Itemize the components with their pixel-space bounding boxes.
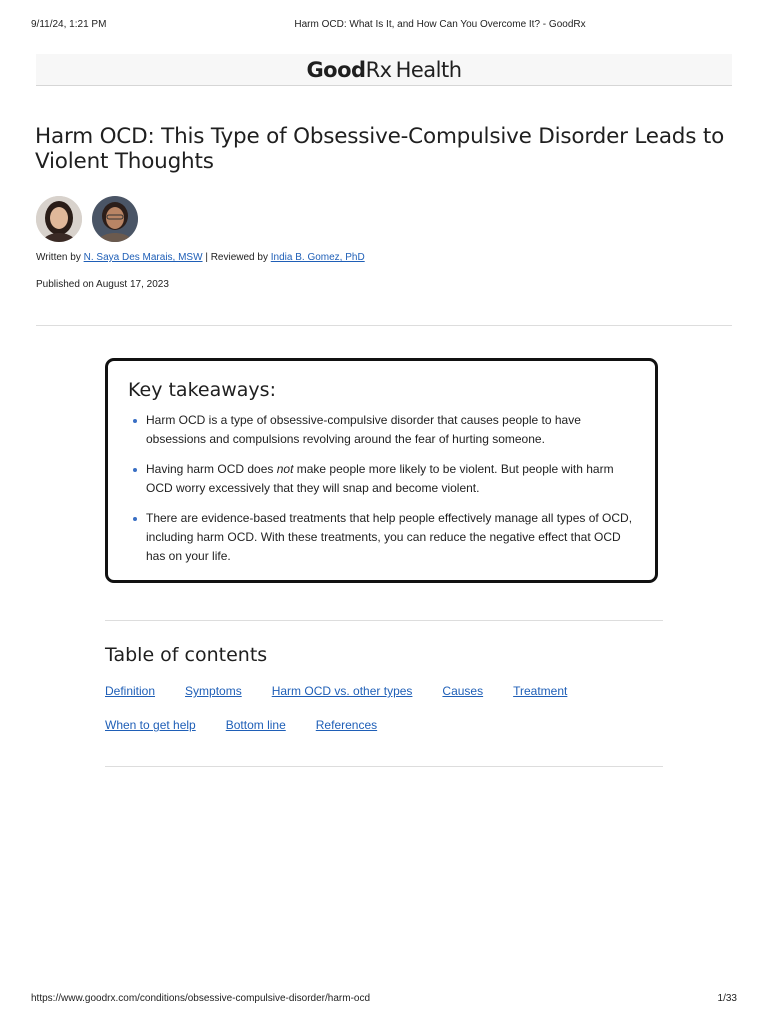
author-photo-icon	[36, 196, 82, 242]
goodrx-health-logo[interactable]	[306, 58, 461, 82]
takeaway-text: make people more likely to be violent. But people with harm OCD worry excessively that they will snap and become violent.	[146, 462, 614, 495]
key-takeaways-box	[105, 358, 658, 583]
logo-good: Good	[306, 57, 366, 82]
takeaway-emphasis: not	[276, 462, 294, 476]
toc-link-when-to-get-help[interactable]: When to get help	[105, 718, 196, 732]
takeaway-text: There are evidence-based treatments that help people effectively manage all types of OCD, including harm OCD. With these treatments, you can reduce the negative effect that OCD has on your life.	[146, 511, 633, 563]
article-title: Harm OCD: This Type of Obsessive-Compulsive Disorder Leads to Violent Thoughts	[35, 124, 725, 174]
byline	[36, 252, 365, 263]
print-header	[0, 19, 768, 33]
table-of-contents	[105, 684, 665, 752]
logo-health: Health	[395, 57, 462, 82]
print-url: https://www.goodrx.com/conditions/obsessive-compulsive-disorder/harm-ocd	[31, 993, 371, 1004]
toc-top-divider	[105, 620, 663, 621]
toc-heading: Table of contents	[105, 644, 268, 666]
takeaway-text: Harm OCD is a type of obsessive-compulsive disorder that causes people to have obsessions and compulsions revolving around the fear of hurting someone.	[146, 413, 581, 446]
reviewed-by-label: | Reviewed by	[205, 252, 268, 263]
list-item	[128, 411, 640, 449]
brand-bar	[36, 54, 732, 86]
bullet-icon	[133, 468, 137, 472]
toc-link-other-types[interactable]: Harm OCD vs. other types	[271, 684, 413, 698]
toc-link-treatment[interactable]: Treatment	[513, 684, 568, 698]
key-takeaways-heading: Key takeaways:	[128, 379, 276, 401]
bullet-icon	[133, 517, 137, 521]
author-link[interactable]: N. Saya Des Marais, MSW	[83, 252, 203, 263]
published-date: Published on August 17, 2023	[36, 279, 169, 290]
toc-link-references[interactable]: References	[315, 718, 378, 732]
print-date: 9/11/24, 1:21 PM	[31, 19, 107, 30]
reviewer-link[interactable]: India B. Gomez, PhD	[270, 252, 365, 263]
list-item	[128, 460, 640, 498]
reviewer-photo-icon	[92, 196, 138, 242]
list-item	[128, 509, 640, 566]
bullet-icon	[133, 419, 137, 423]
written-by-label: Written by	[36, 252, 81, 263]
toc-link-symptoms[interactable]: Symptoms	[185, 684, 242, 698]
toc-row	[105, 718, 665, 752]
toc-link-bottom-line[interactable]: Bottom line	[225, 718, 286, 732]
author-avatar[interactable]	[36, 196, 82, 242]
print-page-title: Harm OCD: What Is It, and How Can You Overcome It? - GoodRx	[294, 19, 586, 30]
print-page-number: 1/33	[717, 993, 737, 1004]
toc-link-definition[interactable]: Definition	[105, 684, 156, 698]
key-takeaways-list	[128, 411, 640, 577]
toc-bottom-divider	[105, 766, 663, 767]
toc-row	[105, 684, 665, 718]
toc-link-causes[interactable]: Causes	[442, 684, 484, 698]
logo-rx: Rx	[365, 57, 392, 82]
header-divider	[36, 325, 732, 326]
reviewer-avatar[interactable]	[92, 196, 138, 242]
takeaway-text: Having harm OCD does	[146, 462, 277, 476]
